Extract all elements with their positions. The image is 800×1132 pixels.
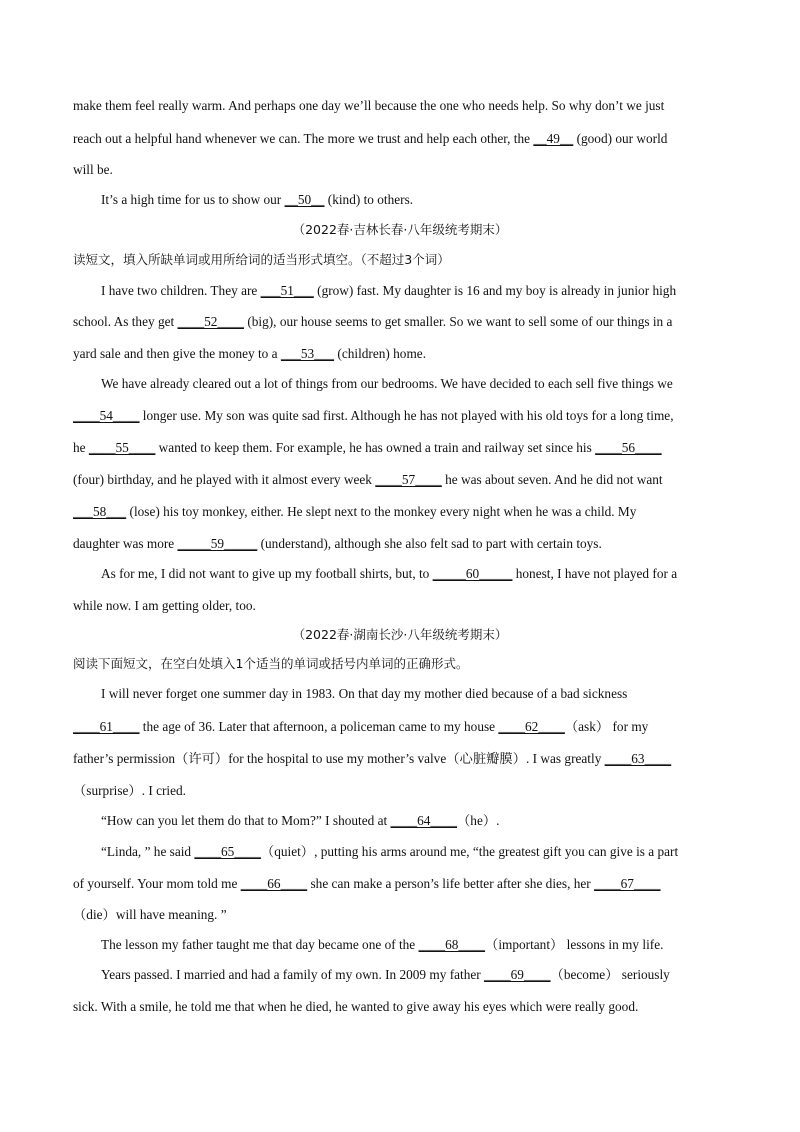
text-line: [73, 440, 733, 456]
text-line: [73, 98, 733, 114]
text-line: [101, 566, 761, 582]
text-span: (kind) to others.: [324, 192, 414, 207]
text-line: [73, 783, 733, 799]
blank-69[interactable]: ____69____: [484, 967, 551, 982]
text-line: [73, 504, 733, 520]
text-span: “Linda, ” he said: [101, 844, 195, 859]
text-span: （important） lessons in my life.: [485, 937, 664, 952]
text-line: [101, 844, 761, 860]
text-span: yard sale and then give the money to a: [73, 346, 281, 361]
text-line: [101, 813, 761, 829]
text-line: [101, 967, 761, 983]
text-span: (four) birthday, and he played with it almost every week: [73, 472, 376, 487]
text-line: [101, 283, 761, 299]
text-span: (grow) fast. My daughter is 16 and my boy is already in junior high: [313, 283, 677, 298]
blank-56[interactable]: ____56____: [595, 440, 662, 455]
source-heading: [0, 627, 800, 643]
text-span: We have already cleared out a lot of things from our bedrooms. We have decided to each sell five things we: [101, 376, 673, 391]
text-span: sick. With a smile, he told me that when he died, he wanted to give away his eyes which were really good.: [73, 999, 639, 1014]
blank-49[interactable]: __49__: [533, 131, 574, 146]
blank-61[interactable]: ____61____: [73, 719, 140, 734]
blank-59[interactable]: _____59_____: [177, 536, 258, 551]
text-line: [73, 536, 733, 552]
text-span: I will never forget one summer day in 1983. On that day my mother died because of a bad sickness: [101, 686, 628, 701]
text-line: [101, 937, 761, 953]
text-line: [73, 346, 733, 362]
text-span: school. As they get: [73, 314, 178, 329]
blank-54[interactable]: ____54____: [73, 408, 140, 423]
text-span: （he）.: [457, 813, 500, 828]
text-span: the age of 36. Later that afternoon, a policeman came to my house: [139, 719, 499, 734]
text-line: [101, 376, 761, 392]
instruction-line: [73, 656, 733, 672]
text-span: honest, I have not played for a: [512, 566, 678, 581]
blank-64[interactable]: ____64____: [390, 813, 457, 828]
text-span: make them feel really warm. And perhaps one day we’ll because the one who needs help. So why don’t we just: [73, 98, 665, 113]
text-span: wanted to keep them. For example, he has owned a train and railway set since his: [155, 440, 596, 455]
blank-65[interactable]: ____65____: [194, 844, 261, 859]
text-line: [73, 162, 733, 178]
text-span: will be.: [73, 162, 113, 177]
text-span: father’s permission（许可）for the hospital to use my mother’s valve（心脏瓣膜）. I was greatly: [73, 751, 605, 766]
blank-52[interactable]: ____52____: [177, 314, 245, 329]
blank-55[interactable]: ____55____: [88, 440, 156, 455]
text-span: （2022春·湖南长沙·八年级统考期末）: [292, 627, 508, 642]
blank-66[interactable]: ____66____: [240, 876, 308, 891]
text-line: [101, 686, 761, 702]
text-span: (understand), although she also felt sad to part with certain toys.: [257, 536, 602, 551]
text-span: of yourself. Your mom told me: [73, 876, 241, 891]
blank-60[interactable]: _____60_____: [432, 566, 513, 581]
text-span: (good) our world: [573, 131, 668, 146]
instruction-line: [73, 252, 733, 268]
text-line: [73, 314, 733, 330]
text-line: [73, 719, 733, 735]
blank-53[interactable]: ___53___: [280, 346, 335, 361]
text-span: （2022春·吉林长春·八年级统考期末）: [292, 222, 508, 237]
text-span: （quiet）, putting his arms around me, “the greatest gift you can give is a part: [260, 844, 679, 859]
text-span: (children) home.: [334, 346, 427, 361]
blank-51[interactable]: ___51___: [260, 283, 314, 298]
text-span: longer use. My son was quite sad first. Although he has not played with his old toys for a long time,: [139, 408, 674, 423]
text-span: （become） seriously: [550, 967, 670, 982]
text-line: [73, 598, 733, 614]
text-span: (big), our house seems to get smaller. So we want to sell some of our things in a: [244, 314, 673, 329]
blank-58[interactable]: ___58___: [73, 504, 127, 519]
text-span: 阅读下面短文，在空白处填入1个适当的单词或括号内单词的正确形式。: [73, 656, 469, 671]
text-line: [73, 876, 733, 892]
blank-57[interactable]: ____57____: [375, 472, 442, 487]
text-span: he: [73, 440, 89, 455]
source-heading: [0, 222, 800, 238]
blank-63[interactable]: ____63____: [604, 751, 672, 766]
blank-50[interactable]: __50__: [284, 192, 325, 207]
text-line: [101, 192, 761, 208]
blank-67[interactable]: ____67____: [594, 876, 661, 891]
text-line: [73, 751, 733, 767]
blank-68[interactable]: ____68____: [418, 937, 486, 952]
text-span: Years passed. I married and had a family of my own. In 2009 my father: [101, 967, 485, 982]
text-span: I have two children. They are: [101, 283, 261, 298]
text-span: （die）will have meaning. ”: [73, 907, 227, 922]
blank-62[interactable]: ____62____: [498, 719, 565, 734]
text-span: while now. I am getting older, too.: [73, 598, 256, 613]
text-span: he was about seven. And he did not want: [441, 472, 663, 487]
text-span: （surprise）. I cried.: [73, 783, 186, 798]
text-span: As for me, I did not want to give up my football shirts, but, to: [101, 566, 433, 581]
text-span: 读短文，填入所缺单词或用所给词的适当形式填空。（不超过3个词）: [73, 252, 450, 267]
text-span: (lose) his toy monkey, either. He slept next to the monkey every night when he was a child. My: [126, 504, 637, 519]
text-line: [73, 131, 733, 147]
text-line: [73, 408, 733, 424]
text-line: [73, 999, 733, 1015]
text-span: reach out a helpful hand whenever we can. The more we trust and help each other, the: [73, 131, 534, 146]
text-span: （ask） for my: [564, 719, 649, 734]
text-span: daughter was more: [73, 536, 178, 551]
text-span: she can make a person’s life better after she dies, her: [307, 876, 595, 891]
text-span: It’s a high time for us to show our: [101, 192, 285, 207]
text-line: [73, 907, 733, 923]
text-span: “How can you let them do that to Mom?” I shouted at: [101, 813, 391, 828]
text-span: The lesson my father taught me that day became one of the: [101, 937, 419, 952]
text-line: [73, 472, 733, 488]
